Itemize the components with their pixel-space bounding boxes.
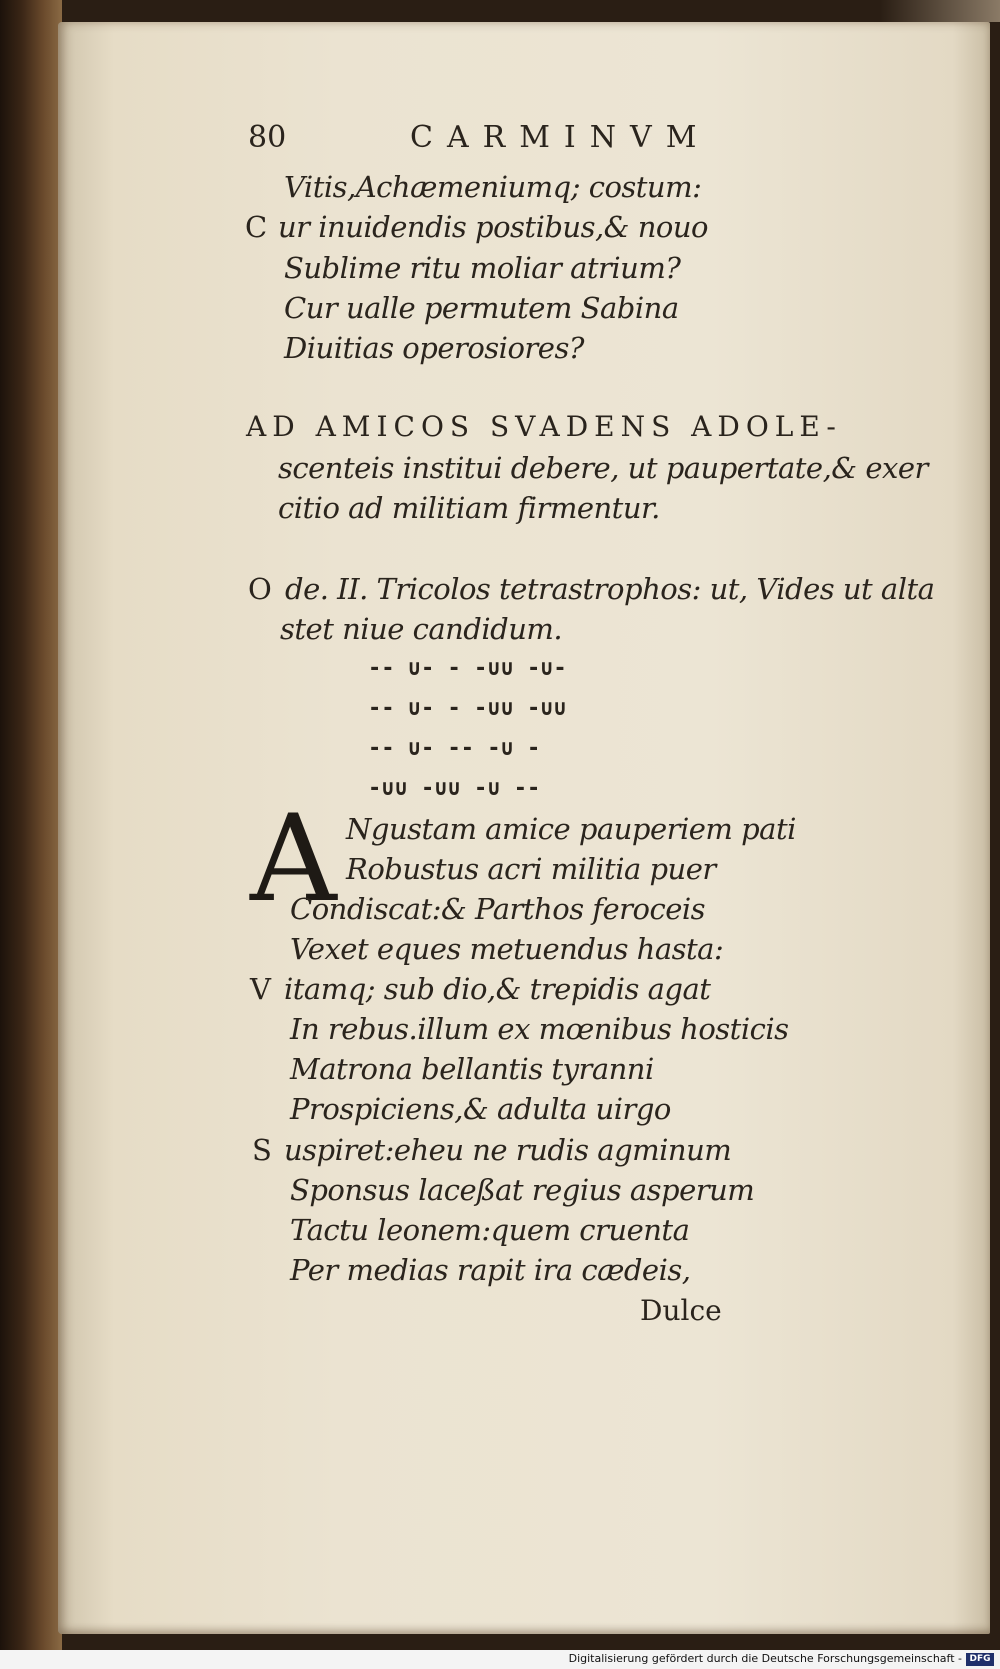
verse-line: Diuitias operosiores? — [284, 331, 584, 365]
verse-line: Cur ualle permutem Sabina — [284, 291, 679, 325]
verse-line: ur inuidendis postibus,& nouo — [278, 210, 708, 244]
footer-bar — [0, 1650, 1000, 1669]
poem-line: Robustus acri militia puer — [346, 852, 716, 886]
ode-note-line: de. II. Tricolos tetrastrophos: ut, Vides ut alta — [285, 572, 935, 606]
ode-heading: AD AMICOS SVADENS ADOLE- — [246, 410, 842, 443]
ode-note-line: stet niue candidum. — [280, 612, 563, 646]
poem-line: Sponsus laceßat regius asperum — [290, 1173, 755, 1207]
poem-line: Per medias rapit ira cædeis, — [290, 1253, 691, 1287]
dfg-logo[interactable]: DFG — [966, 1653, 994, 1666]
poem-line: Vexet eques metuendus hasta: — [290, 932, 724, 966]
ode-heading-line: citio ad militiam firmentur. — [278, 491, 660, 525]
footer-credit: Digitalisierung gefördert durch die Deutsche Forschungsgemeinschaft - — [568, 1652, 962, 1665]
ode-heading-line: scenteis institui debere, ut paupertate,& exer — [278, 451, 928, 485]
ode-note-initial: O — [248, 572, 272, 606]
verse-line: Sublime ritu moliar atrium? — [284, 251, 681, 285]
poem-line: Ngustam amice pauperiem pati — [346, 812, 796, 846]
poem-line: uspiret:eheu ne rudis agminum — [284, 1133, 732, 1167]
poem-line: Prospiciens,& adulta uirgo — [290, 1092, 671, 1126]
poem-line: itamq; sub dio,& trepidis agat — [284, 972, 711, 1006]
catchword: Dulce — [640, 1294, 722, 1327]
meter-line: -∪∪ -∪∪ -∪ -- — [368, 776, 541, 801]
page-number: 80 — [248, 120, 287, 155]
poem-line: Matrona bellantis tyranni — [290, 1052, 654, 1086]
meter-line: -- ∪- -- -∪ - — [368, 736, 541, 761]
poem-initial: S — [252, 1133, 272, 1167]
book-spine — [0, 0, 62, 1650]
meter-line: -- ∪- - -∪∪ -∪∪ — [368, 696, 567, 721]
verse-line: Vitis,Achæmeniumq; costum: — [284, 170, 702, 204]
drop-initial: A — [250, 790, 337, 929]
scan-corner — [880, 0, 1000, 22]
poem-line: Tactu leonem:quem cruenta — [290, 1213, 690, 1247]
poem-line: In rebus.illum ex mœnibus hosticis — [290, 1012, 789, 1046]
meter-line: -- ∪- - -∪∪ -∪- — [368, 656, 567, 681]
poem-line: Condiscat:& Parthos feroceis — [290, 892, 706, 926]
verse-initial: C — [245, 210, 268, 244]
poem-initial: V — [250, 972, 271, 1006]
running-title: CARMINVM — [410, 120, 711, 155]
